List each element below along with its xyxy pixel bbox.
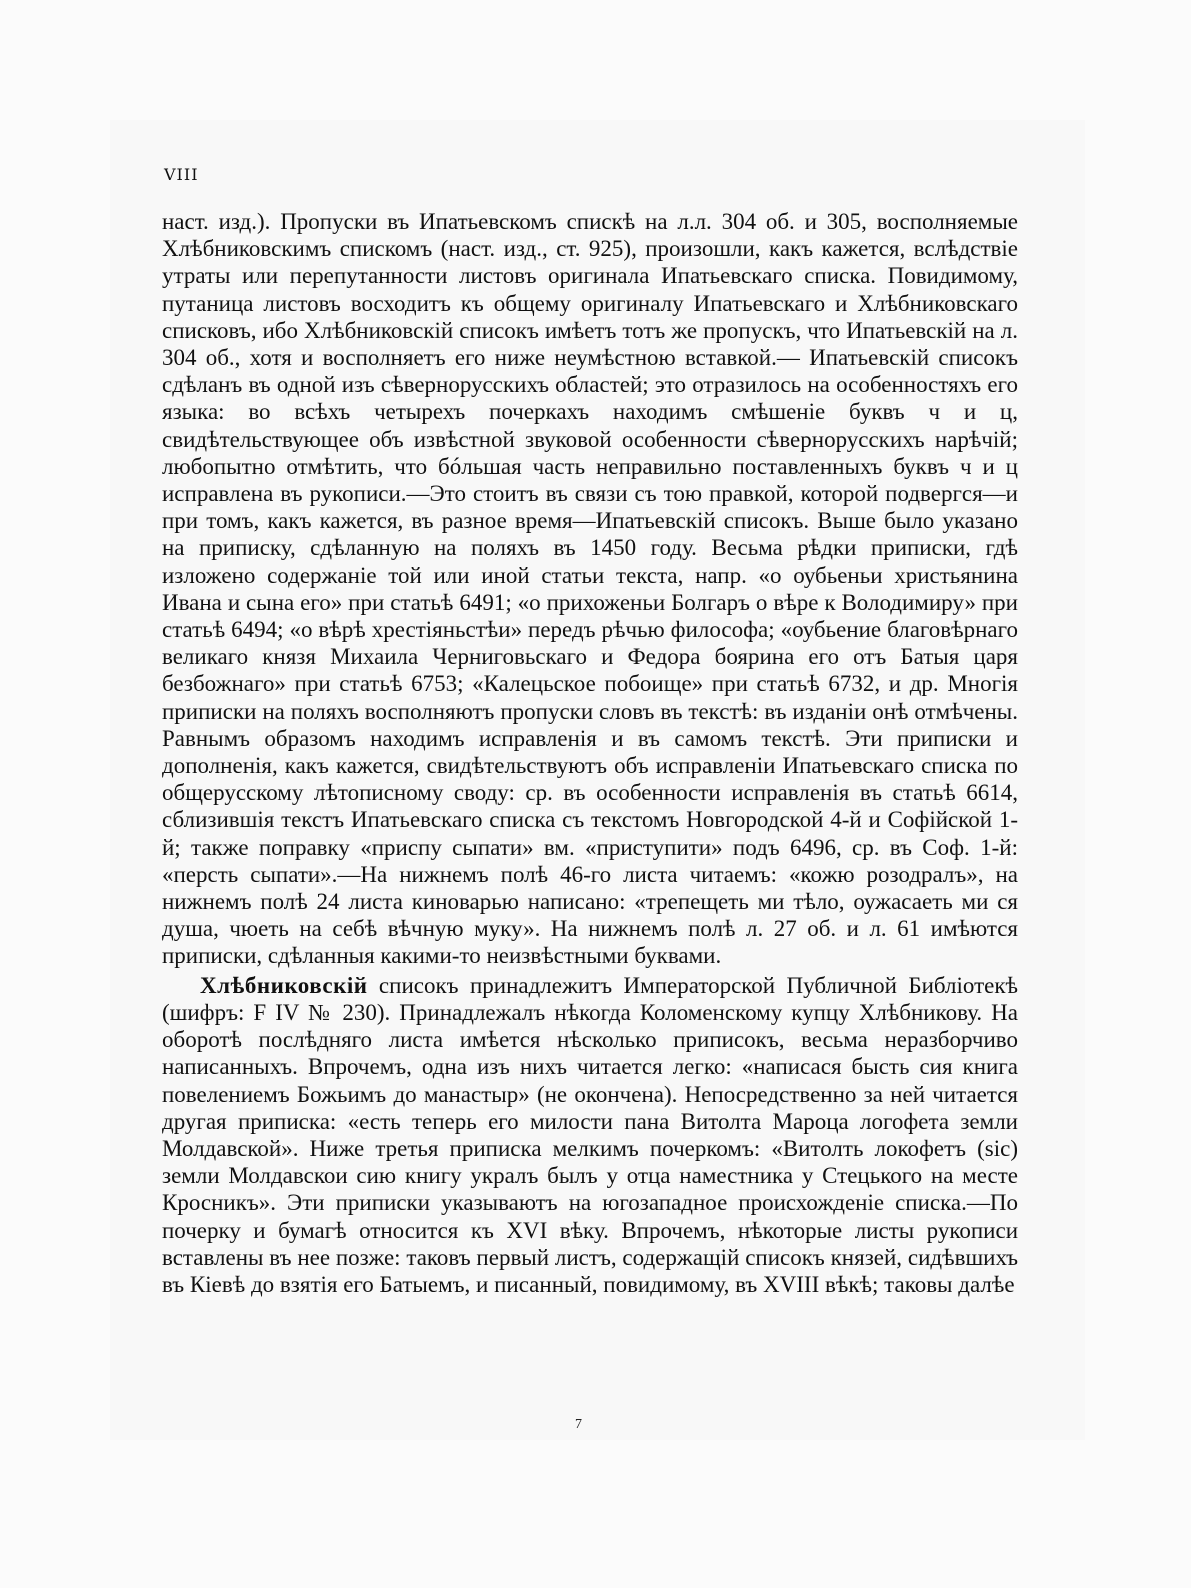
paragraph-khlebnikov-text: списокъ принадлежитъ Императорской Публичной Библіотекѣ (шифръ: F IV № 230). Принадлежалъ нѣкогда Коломенскому купцу Хлѣбникову. На оборотѣ послѣдняго листа имѣется нѣсколько приписокъ, весьма неразборчиво написанныхъ. Впрочемъ, одна изъ нихъ читается легко: «написася бысть сия книга повелениемъ Божьимъ до манастыр» (не окончена). Непосредственно за ней читается другая приписка: «есть теперь его милости пана Витолта Мароца логофета земли Молдавской». Ниже третья приписка мелкимъ почеркомъ: «Витолть локофетъ (sic) земли Молдавскои сию книгу укралъ былъ у отца наместника у Стецького на месте Кросникъ». Эти приписки указываютъ на югозападное происхожденіе списка.—По почерку и бумагѣ относится къ XVI вѣку. Впрочемъ, нѣкоторые листы рукописи вставлены въ нее позже: таковъ первый листъ, содержащій списокъ князей, сидѣвшихъ въ Кіевѣ до взятія его Батыемъ, и писанный, повидимому, въ XVIII вѣкѣ; таковы далѣе — [162, 972, 1018, 1297]
footer-mark: 7 — [575, 1417, 582, 1432]
body-text — [162, 208, 1018, 1298]
paragraph-ipatiev: наст. изд.). Пропуски въ Ипатьевскомъ спискѣ на л.л. 304 об. и 305, восполняемые Хлѣбниковскимъ спискомъ (наст. изд., ст. 925), произошли, какъ кажется, вслѣдствіе утраты или перепутанности листовъ оригинала Ипатьевскаго списка. Повидимому, путаница листовъ восходитъ къ общему оригиналу Ипатьевскаго и Хлѣбниковскаго списковъ, ибо Хлѣбниковскій списокъ имѣетъ тотъ же пропускъ, что Ипатьевскій на л. 304 об., хотя и восполняетъ его ниже неумѣстною вставкой.— Ипатьевскій списокъ сдѣланъ въ одной изъ сѣвернорусскихъ областей; это отразилось на особенностяхъ его языка: во всѣхъ четырехъ почеркахъ находимъ смѣшеніе буквъ ч и ц, свидѣтельствующее объ извѣстной звуковой особенности сѣвернорусскихъ нарѣчій; любопытно отмѣтить, что бóльшая часть неправильно поставленныхъ буквъ ч и ц исправлена въ рукописи.—Это стоитъ въ связи съ тою правкой, которой подвергся—и при томъ, какъ кажется, въ разное время—Ипатьевскій списокъ. Выше было указано на приписку, сдѣланную на поляхъ въ 1450 году. Весьма рѣдки приписки, гдѣ изложено содержаніе той или иной статьи текста, напр. «о оубьеньи христьянина Ивана и сына его» при статьѣ 6491; «о прихоженьи Болгаръ о вѣре к Володимиру» при статьѣ 6494; «о вѣрѣ хрестіяньстѣи» передъ рѣчью философа; «оубьение благовѣрнаго великаго князя Михаила Черниговьскаго и Федора боярина его отъ Батыя царя безбожнаго» при статьѣ 6753; «Калецьское побоище» при статьѣ 6732, и др. Многія приписки на поляхъ восполняютъ пропуски словъ въ текстѣ: въ изданіи онѣ отмѣчены. Равнымъ образомъ находимъ исправленія и въ самомъ текстѣ. Эти приписки и дополненія, какъ кажется, свидѣтельствуютъ объ исправленіи Ипатьевскаго списка по общерусскому лѣтописному своду: ср. въ особенности исправленія въ статьѣ 6614, сблизившія текстъ Ипатьевскаго списка съ текстомъ Новгородской 4-й и Софійской 1-й; также поправку «приспу сыпати» вм. «приступити» подъ 6496, ср. въ Соф. 1-й: «персть сыпати».—На нижнемъ полѣ 46-го листа читаемъ: «кожю розодралъ», на нижнемъ полѣ 24 листа киноварью написано: «трепещеть ми тѣло, оужасаеть ми ся душа, чюеть на себѣ вѣчную муку». На нижнемъ полѣ л. 27 об. и л. 61 имѣются приписки, сдѣланныя какими-то неизвѣстными буквами. — [162, 209, 1018, 969]
paragraph-lead-word: Хлѣбниковскій — [200, 972, 368, 998]
paragraph-khlebnikov — [162, 972, 1018, 1298]
page-number: VIII — [164, 165, 199, 184]
